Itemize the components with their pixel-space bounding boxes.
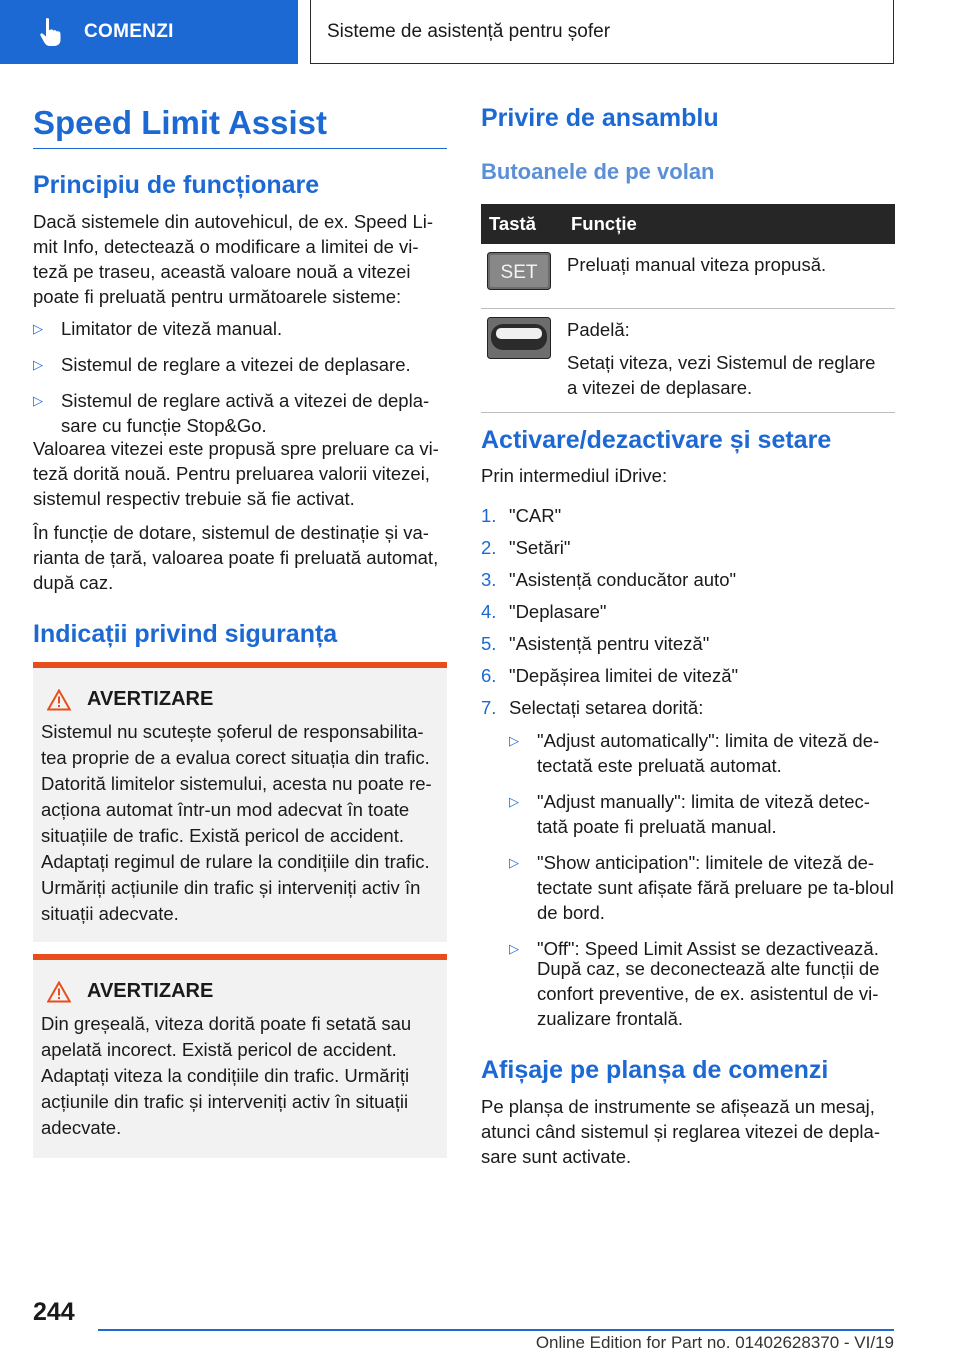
off-note: După caz, se deconectează alte funcții de confort preventive, de ex. asistentul de vi-zualizare frontală.	[537, 958, 880, 1029]
pointing-hand-icon	[38, 17, 64, 47]
section-tab[interactable]	[0, 0, 298, 64]
edition-text: Online Edition for Part no. 01402628370 - VI/19	[535, 1333, 894, 1352]
bullet-triangle-icon: ▷	[509, 794, 519, 809]
list-item: ▷ Limitator de viteză manual.	[33, 318, 283, 339]
list-item: 2. "Setări"	[481, 537, 571, 558]
list-item: ▷ Sistemul de reglare activă a vitezei de depla-sare cu funcție Stop&Go.	[33, 390, 430, 436]
bullet-triangle-icon: ▷	[33, 393, 43, 408]
displays-heading: Afișaje pe planșa de comenzi	[481, 1056, 829, 1084]
safety-heading: Indicații privind siguranța	[33, 620, 338, 648]
section-tab-label: COMENZI	[84, 21, 174, 42]
list-item: ▷ Sistemul de reglare a vitezei de deplasare.	[33, 354, 411, 375]
principle-text: Dacă sistemele din autovehicul, de ex. Speed Li-mit Info, detectează o modificare a limitei de vi-teză pe traseu, această valoare nouă a vitezei poate fi preluată pentru următoarele sisteme:	[33, 211, 434, 307]
principle-heading: Principiu de funcționare	[33, 171, 320, 199]
equipment-text: În funcție de dotare, sistemul de destinație și va-rianta de țară, valoarea poate fi preluată automat, după caz.	[33, 522, 439, 593]
footer-divider	[98, 1329, 894, 1331]
column-header-function: Funcție	[563, 204, 895, 244]
steps-list	[481, 503, 895, 727]
buttons-heading: Butoanele de pe volan	[481, 159, 715, 184]
list-item: 3. "Asistență conducător auto"	[481, 569, 737, 590]
bullet-triangle-icon: ▷	[509, 733, 519, 748]
overview-heading: Privire de ansamblu	[481, 104, 719, 132]
table-row	[481, 309, 895, 413]
list-item: 4. "Deplasare"	[481, 601, 607, 622]
idrive-text: Prin intermediul iDrive:	[481, 465, 668, 486]
page-title: Speed Limit Assist	[33, 104, 447, 149]
list-item: 6. "Depășirea limitei de viteză"	[481, 665, 739, 686]
warning-label: AVERTIZARE	[87, 688, 214, 710]
set-button-icon	[487, 252, 551, 290]
svg-text:SET: SET	[500, 262, 538, 283]
table-row	[481, 244, 895, 309]
list-item: ▷ "Show anticipation": limitele de viteză de-tectate sunt afișate fără preluare pe ta-bloul de bord.	[509, 852, 894, 923]
warning-triangle-icon	[47, 981, 71, 1003]
warning-triangle-icon	[47, 689, 71, 711]
warning-label: AVERTIZARE	[87, 980, 214, 1002]
keys-table	[481, 204, 895, 413]
bullet-triangle-icon: ▷	[509, 941, 519, 956]
rocker-paddle-icon	[487, 317, 551, 359]
list-item: 7. Selectați setarea dorită:	[481, 697, 704, 718]
proposal-text: Valoarea vitezei este propusă spre preluare ca vi-teză dorită nouă. Pentru preluarea valorii vitezei, sistemul respectiv trebuie să fie activat.	[33, 438, 439, 509]
activation-heading: Activare/dezactivare și setare	[481, 426, 832, 454]
bullet-triangle-icon: ▷	[509, 855, 519, 870]
page-number: 244	[33, 1298, 75, 1326]
function-label: Padelă:	[567, 319, 630, 340]
function-text: Preluați manual viteza propusă.	[567, 254, 827, 275]
warning-text: Sistemul nu scutește șoferul de responsabilita-tea proprie de a evalua corect situația din trafic. Datorită limitelor sistemului, acesta nu poate re-acționa automat într-un mod adecvat în toate situațiile de trafic. Există pericol de accident. Adaptați regimul de rulare la condițiile din trafic. Urmăriți acțiunile din trafic și interveniți activ în situații adecvate.	[41, 721, 432, 924]
column-header-key: Tastă	[481, 204, 563, 244]
warning-box	[33, 954, 447, 1158]
warning-text: Din greșeală, viteza dorită poate fi setată sau apelată incorect. Există pericol de accident. Adaptați viteza la condițiile din trafic. Urmăriți acțiunile din trafic și interveniți activ în situații adecvate.	[41, 1013, 412, 1138]
bullet-triangle-icon: ▷	[33, 357, 43, 372]
bullet-triangle-icon: ▷	[33, 321, 43, 336]
list-item: 5. "Asistență pentru viteză"	[481, 633, 710, 654]
chapter-title: Sisteme de asistență pentru șofer	[310, 0, 894, 64]
list-item: ▷ "Adjust automatically": limita de viteză de-tectată este preluată automat.	[509, 730, 880, 776]
options-list	[509, 728, 895, 972]
list-item: ▷ "Adjust manually": limita de viteză detec-tată poate fi preluată manual.	[509, 791, 870, 837]
displays-text: Pe planșa de instrumente se afișează un mesaj, atunci când sistemul și reglarea vitezei de depla-sare sunt activate.	[481, 1096, 880, 1167]
systems-list	[33, 316, 447, 449]
list-item: 1. "CAR"	[481, 505, 562, 526]
list-item: ▷ "Off": Speed Limit Assist se dezactivează.	[509, 938, 879, 959]
warning-box	[33, 662, 447, 942]
function-text: Setați viteza, vezi Sistemul de reglare a vitezei de deplasare.	[567, 352, 876, 398]
